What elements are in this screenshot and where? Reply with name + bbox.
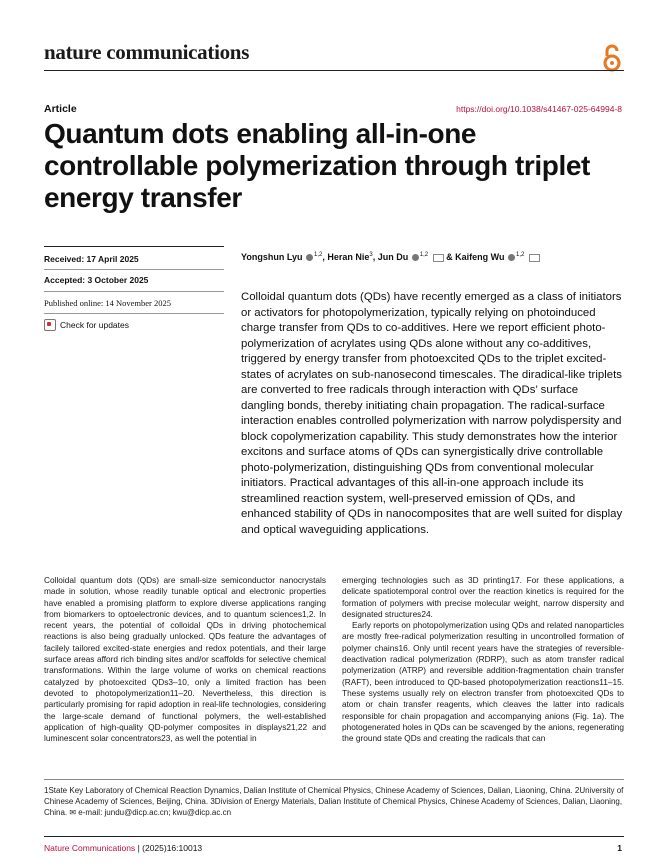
received-date: Received: 17 April 2025 — [44, 254, 139, 264]
page-number: 1 — [617, 843, 622, 853]
author-name[interactable]: Kaifeng Wu — [455, 252, 505, 262]
mail-icon[interactable] — [433, 254, 444, 262]
orcid-icon[interactable] — [412, 254, 419, 261]
journal-name: nature communications — [44, 40, 250, 64]
affiliations-text: 1State Key Laboratory of Chemical Reaction Dynamics, Dalian Institute of Chemical Physics, Chinese Academy of Sciences, Dalian, Liaoning, China. 2University of Chinese Academy of Sciences, Beijing, China. 3Division of Energy Materials, Dalian Institute of Chemical Physics, Chinese Academy of Sciences, Dalian, Liaoning, China. — [44, 786, 624, 817]
footer-journal[interactable]: Nature Communications — [44, 843, 136, 853]
meta-divider — [44, 313, 224, 314]
author-affiliation: 1,2 — [419, 252, 429, 258]
article-type: Article — [44, 103, 77, 115]
footer-citation — [44, 843, 202, 853]
article-title: Quantum dots enabling all-in-one controllable polymerization through triplet energy transfer — [44, 118, 590, 213]
mail-icon: ✉ — [69, 808, 77, 817]
author-list: Yongshun Lyu $^{1,2}$, Heran Nie$^3$, Jun Du $^{1,2}$ & Kaifeng Wu $^{1,2}$ — [241, 252, 540, 262]
body-paragraph: emerging technologies such as 3D printing17. For these applications, a delicate spatiotemporal control over the reaction kinetics is required for the formation of polymers with precise molecular weight, narrow dispersity and designated structures24. — [342, 575, 624, 619]
check-updates-icon — [44, 319, 56, 331]
published-date: Published online: 14 November 2025 — [44, 298, 172, 308]
open-access-lock-icon — [601, 44, 623, 72]
body-paragraph: Early reports on photopolymerization using QDs and related nanoparticles are mostly free-radical polymerization resulting in uncontrolled formation of polymer chains16. Only until recent years have the strategies of reversible-deactivation radical polymerization (RDRP), such as atom transfer radical polymerization (ATRP) and reversible addition-fragmentation chain transfer (RAFT), been introduced to QD-based photopolymerization reactions11–15. These systems usually rely on electron transfer from photoexcited QDs to atom or chain transfer reagents, which cleaves the latter into radicals responsible for chain propagation and accompanying anions (Fig. 1a). The photogenerated holes in QDs can be scavenged by the anions, regenerating the ground state QDs and creating the radicals that can — [342, 620, 624, 744]
abstract: Colloidal quantum dots (QDs) have recently emerged as a class of initiators or activators for photopolymerization, typically relying on photoinduced charge transfer from QDs to co-additives. Here we report efficient photo-polymerization of acrylates using QDs alone without any co-additives, triggered by energy transfer from photoexcited QDs to the triplet excited-states of acrylates on sub-nanosecond timescales. The diradical-like triplets are converted to free radicals through interaction with QDs’ surface dangling bonds, thereby initiating chain propagation. The radical-surface interaction enables controlled polymerization with narrow polydispersity and block copolymerization capability. This study demonstrates how the interior excitons and surface atoms of QDs can synergistically drive controllable photo-polymerization, distinguishing QDs from conventional molecular initiators. Practical advantages of this all-in-one approach include its streamlined reaction system, well-preserved emission of QDs, and enhanced stability of QDs in nanocomposites that are well suited for display and optical waveguiding applications. — [241, 291, 623, 536]
body-column-left — [44, 575, 326, 744]
footer-rule — [44, 836, 624, 837]
check-updates-button[interactable] — [44, 319, 129, 331]
orcid-icon[interactable] — [508, 254, 515, 261]
meta-divider — [44, 269, 224, 270]
meta-top-rule — [44, 246, 224, 247]
affiliations-footnote — [44, 785, 624, 818]
body-paragraph: Colloidal quantum dots (QDs) are small-size semiconductor nanocrystals made in solution, whose readily tunable optical and electronic properties have enabled a promising platform to explore diverse applications ranging from biomarkers to optoelectronic devices, and to quantum sciences1,2. In recent years, the potential of colloidal QDs in driving photochemical reactions is also being gradually unlocked. QDs feature the advantages of facilely tailored excited-state energies and redox potentials, and their large surface areas afford rich binding sites and/or scaffolds for selective chemical transformations. Within the large volume of works on chemical reactions catalyzed by photoexcited QDs3–10, only a limited fraction has been devoted to photopolymerization11–20. Nevertheless, this direction is particularly promising for rapid adoption in real-life technologies, considering the large-scale demand of functional polymers, the well-established application of high-quality QD-polymer composites in displays21,22 and luminescent solar concentrators23, as well the potential in — [44, 575, 326, 744]
mail-icon[interactable] — [529, 254, 540, 262]
header-rule — [44, 70, 624, 71]
meta-divider — [44, 291, 224, 292]
author-name[interactable]: Yongshun Lyu — [241, 252, 303, 262]
author-affiliation: 3 — [369, 252, 373, 258]
author-name[interactable]: Heran Nie — [327, 252, 370, 262]
doi-link[interactable]: https://doi.org/10.1038/s41467-025-64994-8 — [456, 104, 622, 114]
email-text[interactable]: e-mail: jundu@dicp.ac.cn; kwu@dicp.ac.cn — [78, 808, 232, 817]
orcid-icon[interactable] — [306, 254, 313, 261]
author-affiliation: 1,2 — [314, 252, 323, 258]
footer-volume: | (2025)16:10013 — [137, 843, 203, 853]
footnote-rule — [44, 779, 624, 780]
author-affiliation: 1,2 — [516, 252, 525, 258]
author-name[interactable]: Jun Du — [377, 252, 409, 262]
body-column-right — [342, 575, 624, 744]
accepted-date: Accepted: 3 October 2025 — [44, 275, 149, 285]
check-updates-label: Check for updates — [60, 320, 129, 330]
